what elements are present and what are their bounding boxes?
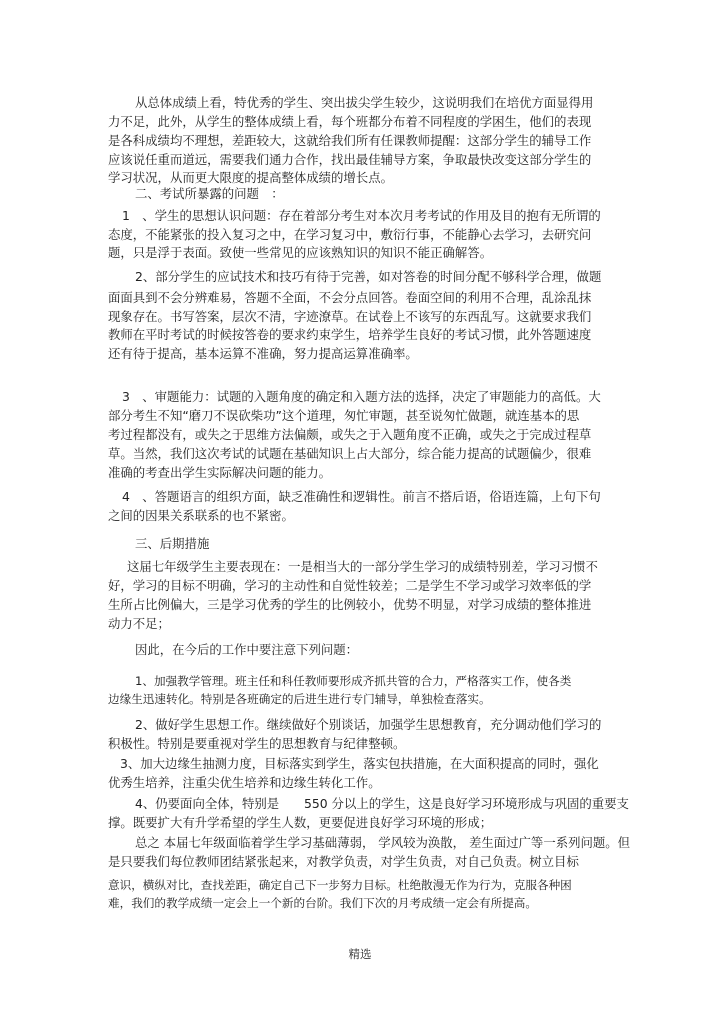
text-line: 准确的考查出学生实际解决问题的能力。	[108, 465, 332, 480]
section-heading: 三、后期措施	[135, 536, 210, 551]
text-line: 撑。既要扩大有升学希望的学生人数，更要促进良好学习环境的形成；	[108, 815, 493, 830]
text-line: 1 、学生的思想认识问题：存在着部分考生对本次月考考试的作用及目的抱有无所谓的	[122, 208, 601, 223]
text-line: 好，学习的目标不明确，学习的主动性和自觉性较差；二是学生不学习或学习效率低的学	[108, 578, 592, 593]
text-line: 3 、审题能力：试题的入题角度的确定和入题方法的选择，决定了审题能力的高低。大	[122, 389, 601, 404]
page-footer: 精选	[348, 947, 372, 961]
text-line: 2、做好学生思想工作。继续做好个别谈话，加强学生思想教育，充分调动他们学习的	[135, 717, 602, 732]
text-line: 态度，不能紧张的投入复习之中，在学习复习中，敷衍行事，不能静心去学习，去研究问	[108, 227, 592, 242]
text-line: 考过程都没有，或失之于思维方法偏颇，或失之于入题角度不正确，或失之于完成过程草	[108, 427, 592, 442]
text-line: 2、部分学生的应试技术和技巧有待于完善，如对答卷的时间分配不够科学合理，做题	[135, 269, 602, 284]
text-line: 因此，在今后的工作中要注意下列问题：	[135, 642, 359, 657]
text-line: 边缘生迅速转化。特别是各班确定的后进生进行专门辅导，单独检查落实。	[108, 692, 491, 706]
text-line: 动力不足；	[108, 616, 170, 631]
text-line: 这届七年级学生主要表现在：一是相当大的一部分学生学习的成绩特别差，学习习惯不	[127, 559, 598, 574]
text-line: 还有待于提高，基本运算不准确，努力提高运算准确率。	[108, 346, 418, 361]
text-line: 难，我们的教学成绩一定会上一个新的台阶。我们下次的月考成绩一定会有所提高。	[108, 896, 537, 910]
text-line: 3、加大边缘生抽测力度，目标落实到学生，落实包扶措施，在大面积提高的同时，强化	[120, 756, 599, 771]
text-line: 4、仍要面向全体，特别是 550 分以上的学生，这是良好学习环境形成与巩固的重要支	[135, 796, 629, 811]
text-line: 面面具到不会分辨难易，答题不全面，不会分点回答。卷面空间的利用不合理，乱涂乱抹	[108, 290, 592, 305]
text-line: 4 、答题语言的组织方面，缺乏准确性和逻辑性。前言不搭后语，俗语连篇，上句下句	[122, 489, 601, 504]
text-line: 之间的因果关系联系的也不紧密。	[108, 508, 294, 523]
text-line: 部分考生不知“磨刀不误砍柴功”这个道理，匆忙审题，甚至说匆忙做题，就连基本的思	[108, 408, 580, 423]
text-line: 是各科成绩均不理想，差距较大，这就给我们所有任课教师提醒：这部分学生的辅导工作	[108, 133, 592, 148]
text-line: 题，只是浮于表面。致使一些常见的应该熟知识的知识不能正确解答。	[108, 245, 493, 260]
section-heading: 二、考试所暴露的问题 ：	[135, 186, 284, 201]
text-line: 意识，横纵对比，查找差距，确定自己下一步努力目标。杜绝散漫无作为行为，克服各种困	[108, 878, 572, 892]
text-line: 优秀生培养，注重尖优生培养和边缘生转化工作。	[108, 775, 381, 790]
text-line: 总之 本届七年级面临着学生学习基础薄弱， 学风较为涣散， 差生面过广等一系列问题。但	[135, 835, 631, 850]
text-line: 从总体成绩上看，特优秀的学生、突出拔尖学生较少，这说明我们在培优方面显得用	[135, 95, 594, 110]
text-line: 力不足，此外，从学生的整体成绩上看，每个班都分布着不同程度的学困生，他们的表现	[108, 114, 592, 129]
text-line: 积极性。特别是要重视对学生的思想教育与纪律整顿。	[108, 736, 406, 751]
text-line: 是只要我们每位教师团结紧张起来，对教学负责，对学生负责，对自己负责。树立目标	[108, 854, 579, 869]
text-line: 生所占比例偏大，三是学习优秀的学生的比例较小，优势不明显，对学习成绩的整体推进	[108, 597, 592, 612]
text-line: 学习状况，从而更大限度的提高整体成绩的增长点。	[108, 170, 393, 185]
text-line: 应该说任重而道远，需要我们通力合作，找出最佳辅导方案，争取最快改变这部分学生的	[108, 152, 592, 167]
text-line: 1、加强教学管理。班主任和科任教师要形成齐抓共管的合力，严格落实工作，使各类	[135, 674, 572, 688]
text-line: 教师在平时考试的时候按答卷的要求约束学生，培养学生良好的考试习惯，此外答题速度	[108, 327, 592, 342]
text-line: 草。当然，我们这次考试的试题在基础知识上占大部分，综合能力提高的试题偏少，很难	[108, 446, 592, 461]
text-line: 现象存在。书写答案，层次不清，字迹潦草。在试卷上不该写的东西乱写。这就要求我们	[108, 309, 592, 324]
